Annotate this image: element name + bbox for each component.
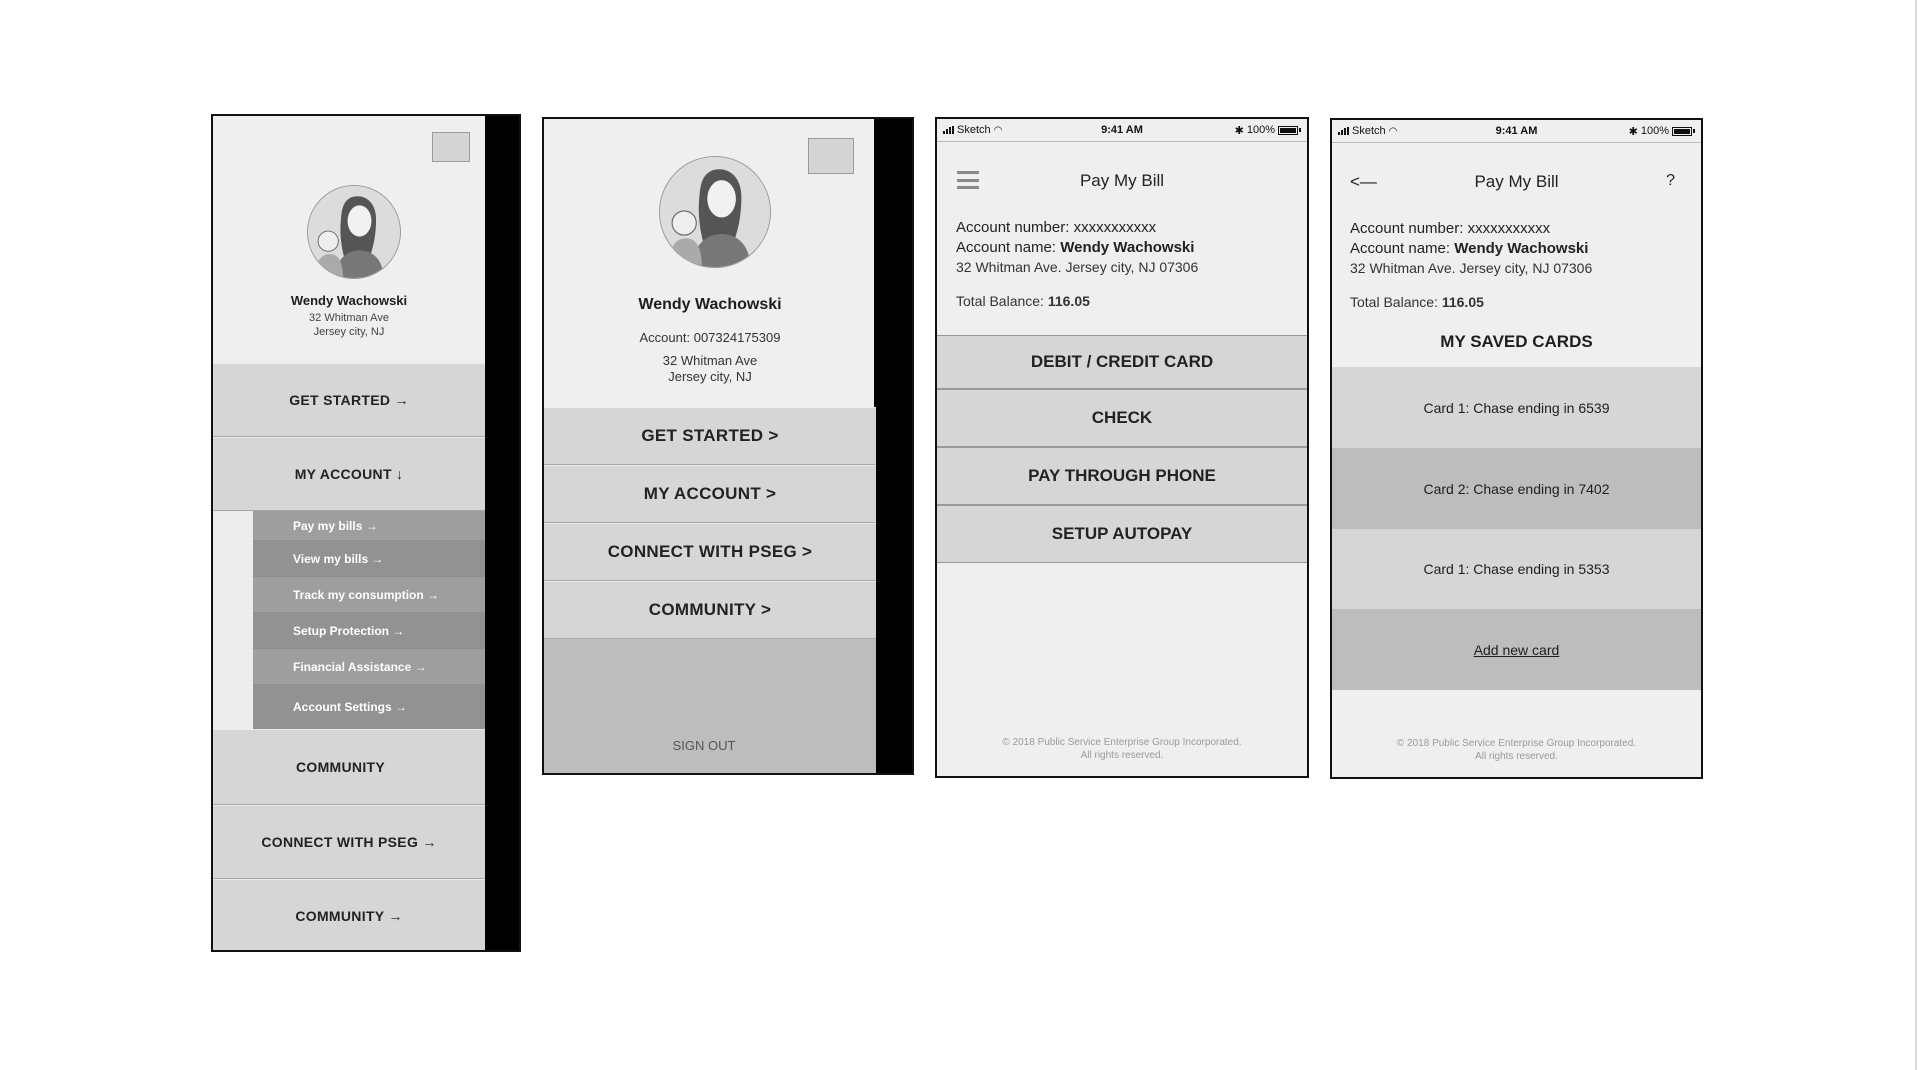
footer-copyright (1332, 737, 1701, 763)
status-right (1629, 125, 1695, 138)
menu-connect-pseg[interactable]: CONNECT WITH PSEG → (213, 805, 485, 879)
account-number: Account: 007324175309 (639, 330, 781, 345)
battery-icon (1278, 126, 1298, 135)
menu-get-started[interactable]: GET STARTED > (544, 407, 876, 465)
saved-cards-title: MY SAVED CARDS (1440, 332, 1593, 351)
balance-value: 116.05 (1441, 294, 1484, 310)
status-right (1235, 124, 1301, 137)
screen-pay-my-bill (935, 117, 1309, 778)
menu-my-account[interactable]: MY ACCOUNT > (544, 465, 876, 523)
account-name-line (956, 239, 1194, 256)
avatar (659, 156, 771, 268)
submenu-financial-assistance[interactable]: Financial Assistance → (253, 649, 485, 685)
submenu-pay-my-bills[interactable]: Pay my bills → (253, 511, 485, 541)
balance-label: Total Balance: (956, 293, 1044, 309)
carrier-label: Sketch (1352, 125, 1386, 137)
saved-card-3[interactable]: Card 1: Chase ending in 5353 (1332, 529, 1701, 609)
address-line1: 32 Whitman Ave (309, 312, 389, 324)
saved-card-2[interactable]: Card 2: Chase ending in 7402 (1332, 448, 1701, 529)
account-number-value: xxxxxxxxxxx (1073, 219, 1157, 236)
balance-line (1350, 294, 1484, 310)
account-number-label: Account number: (956, 219, 1070, 236)
battery-tip-icon (1693, 129, 1695, 133)
account-address: 32 Whitman Ave. Jersey city, NJ 07306 (956, 259, 1199, 275)
account-name-label: Account name: (1350, 240, 1451, 257)
user-name: Wendy Wachowski (638, 296, 782, 313)
black-strip (874, 119, 912, 773)
submenu-left-gap (213, 511, 253, 729)
account-name-line (1350, 240, 1588, 257)
setup-autopay-button[interactable]: SETUP AUTOPAY (937, 505, 1307, 563)
avatar-portrait-icon (308, 186, 400, 278)
bluetooth-icon: ✱ (1234, 124, 1244, 137)
account-name-label: Account name: (956, 239, 1057, 256)
avatar-portrait-icon (660, 157, 770, 267)
avatar (307, 185, 401, 279)
status-divider (1332, 142, 1701, 143)
address-line2: Jersey city, NJ (313, 326, 385, 338)
bluetooth-icon: ✱ (1628, 125, 1638, 138)
status-bar (1332, 120, 1701, 142)
submenu-track-consumption[interactable]: Track my consumption → (253, 577, 485, 613)
account-name-value: Wendy Wachowski (1060, 239, 1195, 256)
check-button[interactable]: CHECK (937, 389, 1307, 447)
battery-label: 100% (1640, 125, 1669, 137)
close-menu-button[interactable] (808, 138, 854, 174)
balance-value: 116.05 (1047, 293, 1090, 309)
screen-menu-collapsed (542, 117, 914, 775)
menu-community[interactable]: COMMUNITY (213, 729, 485, 805)
back-button[interactable]: <— (1350, 172, 1377, 191)
submenu-view-my-bills[interactable]: View my bills → (253, 541, 485, 577)
account-number-line (1350, 220, 1550, 237)
add-new-card-row (1332, 609, 1701, 690)
battery-tip-icon (1299, 128, 1301, 132)
footer-line2: All rights reserved. (1475, 751, 1558, 762)
status-bar (937, 119, 1307, 141)
menu-community[interactable]: COMMUNITY > (544, 581, 876, 639)
footer-line2: All rights reserved. (1080, 750, 1164, 761)
sign-out-link[interactable]: SIGN OUT (672, 738, 736, 753)
footer-line1: © 2018 Public Service Enterprise Group Incorporated. (1396, 738, 1637, 749)
address-line2: Jersey city, NJ (668, 369, 752, 384)
menu-my-account[interactable]: MY ACCOUNT ↓ (213, 437, 485, 511)
status-time: 9:41 AM (1101, 124, 1143, 136)
close-menu-button[interactable] (432, 132, 470, 162)
canvas-edge (1915, 0, 1917, 1070)
add-new-card-link[interactable]: Add new card (1473, 641, 1560, 658)
wifi-icon: ◠ (993, 124, 1003, 136)
account-number-label: Account number: (1350, 220, 1464, 237)
page-title: Pay My Bill (1474, 172, 1559, 191)
menu-community-arrow[interactable]: COMMUNITY → (213, 879, 485, 952)
submenu-account-settings[interactable]: Account Settings → (253, 685, 485, 729)
battery-icon (1672, 127, 1692, 136)
screen-menu-expanded (211, 114, 521, 952)
account-address: 32 Whitman Ave. Jersey city, NJ 07306 (1350, 260, 1593, 276)
page-title: Pay My Bill (1079, 171, 1165, 190)
status-divider (937, 141, 1307, 142)
footer-copyright (937, 736, 1307, 762)
debit-credit-card-button[interactable]: DEBIT / CREDIT CARD (937, 335, 1307, 389)
submenu-setup-protection[interactable]: Setup Protection → (253, 613, 485, 649)
black-strip (485, 116, 519, 950)
help-button[interactable]: ? (1666, 172, 1675, 189)
wifi-icon: ◠ (1388, 125, 1398, 137)
carrier-label: Sketch (957, 124, 991, 136)
account-number-line (956, 219, 1156, 236)
menu-filler (544, 639, 876, 775)
balance-label: Total Balance: (1350, 294, 1438, 310)
menu-get-started[interactable]: GET STARTED → (213, 363, 485, 437)
pay-through-phone-button[interactable]: PAY THROUGH PHONE (937, 447, 1307, 505)
address-line1: 32 Whitman Ave (662, 353, 758, 368)
saved-card-1[interactable]: Card 1: Chase ending in 6539 (1332, 367, 1701, 448)
status-time: 9:41 AM (1495, 125, 1538, 137)
footer-line1: © 2018 Public Service Enterprise Group Incorporated. (1002, 737, 1242, 748)
screen-saved-cards (1330, 118, 1703, 779)
account-number-value: xxxxxxxxxxx (1467, 220, 1551, 237)
menu-connect-pseg[interactable]: CONNECT WITH PSEG > (544, 523, 876, 581)
user-name: Wendy Wachowski (290, 293, 408, 308)
battery-label: 100% (1246, 124, 1275, 136)
account-name-value: Wendy Wachowski (1454, 240, 1589, 257)
balance-line (956, 293, 1090, 309)
